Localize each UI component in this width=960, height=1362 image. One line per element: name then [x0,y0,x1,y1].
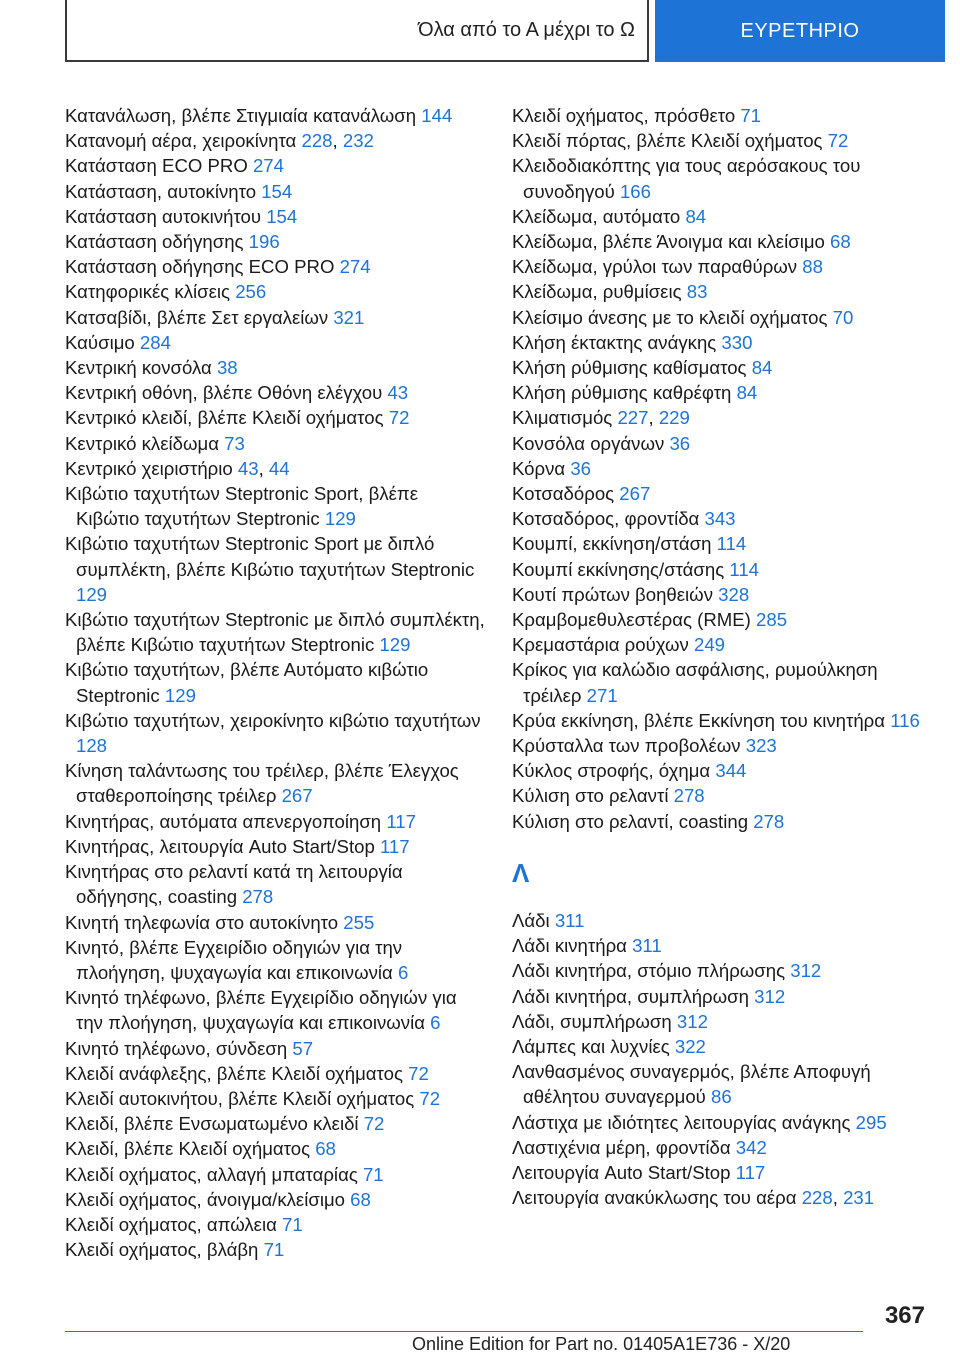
index-entry [65,1061,485,1086]
index-entry-term: Κατανάλωση, βλέπε Στιγμιαία κατανάλωση [65,105,422,126]
index-entry-term: Κλειδί, βλέπε Ενσωματωμένο κλειδί [65,1113,364,1135]
page-reference-link[interactable]: 72 [363,1113,385,1135]
page-reference-link[interactable]: 154 [266,205,298,227]
index-entry [65,1086,485,1111]
index-column-left [65,103,485,1262]
index-entry-term: Κλειδί οχήματος, απώλεια [65,1213,282,1235]
index-entry-term: Κουμπί, εκκίνηση/στάση [512,533,717,555]
index-entry-term: Κλείδωμα, γρύλοι των παραθύρων [512,256,803,278]
index-entry-term: Κατάσταση οδήγησης ECO PRO [65,256,340,278]
index-entry [512,305,932,330]
index-entry [65,481,485,531]
index-entry-term: Κλειδί ανάφλεξης, βλέπε Κλειδί οχήματος [65,1062,409,1084]
header-section-title [65,0,649,62]
index-entry-term: Κεντρικό κλειδί, βλέπε Κλειδί οχήματος [65,407,389,429]
page-reference-link[interactable]: 117 [379,835,410,857]
page-reference-link[interactable]: 311 [554,909,585,931]
page-reference-link[interactable]: 321 [333,306,365,328]
index-entry-term: Κινητή τηλεφωνία στο αυτοκίνητο [65,911,344,933]
index-entry [65,305,485,330]
index-entry-term: Κόρνα [512,457,571,479]
page-reference-link[interactable]: 231 [843,1187,875,1209]
index-entry [512,531,932,556]
index-entry-term: Λάμπες και λυχνίες [512,1035,675,1057]
index-entry-term: Κιβώτιο ταχυτήτων, χειροκίνητο κιβώτιο ταχυτήτων [65,709,481,731]
page-reference-link[interactable]: 116 [890,709,920,731]
page-reference-link[interactable]: 71 [740,105,762,126]
index-entry [512,733,932,758]
index-tab-label: ΕΥΡΕΤΗΡΙΟ [740,19,860,42]
index-entry [65,1136,485,1161]
index-entry [512,1009,932,1034]
page-reference-link[interactable]: 256 [235,281,267,303]
index-entry-term: Κιβώτιο ταχυτήτων Steptronic Sport με διπλό συμπλέκτη, βλέπε Κιβώτιο ταχυτήτων Steptronic [65,533,475,580]
index-entry-term: Κλειδί οχήματος, βλάβη [65,1239,264,1261]
page-reference-link[interactable]: 114 [729,558,760,580]
index-entry [512,933,932,958]
index-entry [512,783,932,808]
index-entry-term: Κεντρική κονσόλα [65,357,217,379]
index-entry [512,557,932,582]
index-entry-term: Κρύα εκκίνηση, βλέπε Εκκίνηση του κινητήρα [512,709,891,731]
index-entry-term: Κλιματισμός [512,407,618,429]
index-entry-term: Κύλιση στο ρελαντί, coasting [512,810,754,832]
index-entry [65,355,485,380]
index-entry-term: Καύσιμο [65,331,140,353]
index-entry [65,708,485,758]
index-entry-term: Κατσαβίδι, βλέπε Σετ εργαλείων [65,306,334,328]
index-entry-term: Λάδι [512,909,555,931]
index-entry-term: Λαστιχένια μέρη, φροντίδα [512,1136,736,1158]
index-entry [512,1034,932,1059]
index-entry [65,657,485,707]
index-entry [65,607,485,657]
index-entry [65,1036,485,1061]
page-reference-link[interactable]: 83 [686,281,708,303]
index-entry-term: Λειτουργία ανακύκλωσης του αέρα [512,1187,802,1209]
page-reference-link[interactable]: 328 [718,583,750,605]
index-entry-term: Κλείδωμα, ρυθμίσεις [512,281,687,303]
page-reference-link[interactable]: 72 [827,130,849,152]
index-entry-term: Κατάσταση αυτοκινήτου [65,205,267,227]
index-entry-term: Κοτσαδόρος, φροντίδα [512,508,705,530]
index-entry-term: Κίνηση ταλάντωσης του τρέιλερ, βλέπε Έλεγχος σταθεροποίησης τρέιλερ [65,760,459,807]
index-entry [65,229,485,254]
index-entry [512,607,932,632]
index-entry [65,254,485,279]
page-reference-link[interactable]: 71 [282,1213,303,1235]
page-reference-link[interactable]: 70 [832,306,854,328]
index-entry [512,254,932,279]
page-reference-link[interactable]: 117 [386,810,416,832]
page-reference-link[interactable]: 274 [252,155,284,177]
page-reference-link[interactable]: 322 [674,1035,706,1057]
index-entry [65,179,485,204]
index-entry-term: Κρύσταλλα των προβολέων [512,735,746,757]
index-entry-term: Λανθασμένος συναγερμός, βλέπε Αποφυγή αθέλητου συναγερμού [512,1061,871,1108]
index-entry [512,103,932,128]
page-reference-link[interactable]: 228 [301,130,333,152]
index-entry-term: Κλήση έκτακτης ανάγκης [512,331,722,353]
index-entry [65,531,485,607]
page-reference-link[interactable]: 267 [281,785,313,807]
index-entry [512,128,932,153]
index-entry-term: Κύκλος στροφής, όχημα [512,760,716,782]
index-entry-term: Κλειδί, βλέπε Κλειδί οχήματος [65,1138,316,1160]
index-entry [65,809,485,834]
index-entry [65,204,485,229]
page-reference-link[interactable]: 278 [753,810,785,832]
page-reference-link[interactable]: 274 [339,256,371,278]
index-entry [512,582,932,607]
index-entry-term: Λάδι κινητήρα, στόμιο πλήρωσης [512,960,791,982]
index-entry-term: Κατηφορικές κλίσεις [65,281,236,303]
page-reference-link[interactable]: 71 [362,1163,384,1185]
index-entry-term: Κλήση ρύθμισης καθρέφτη [512,382,737,404]
index-entry-term: Κλείδωμα, αυτόματο [512,205,686,227]
page-reference-link[interactable]: 43 [387,382,409,404]
page-reference-link[interactable]: 249 [694,634,726,656]
page-reference-link[interactable]: 271 [586,684,618,706]
page-reference-link[interactable]: 6 [397,961,409,983]
index-entry-term: Κατάσταση ECO PRO [65,155,253,177]
index-entry-term: Κλείσιμο άνεσης με το κλειδί οχήματος [512,306,833,328]
index-entry [512,431,932,456]
index-entry-term: Κραμβομεθυλεστέρας (RME) [512,609,757,631]
index-entry-term: Κουμπί εκκίνησης/στάσης [512,558,730,580]
index-entry [512,456,932,481]
index-entry-term: Κινητήρας, λειτουργία Auto Start/Stop [65,835,380,857]
index-entry-term: Κατάσταση οδήγησης [65,231,249,253]
page-reference-link[interactable]: 84 [685,205,707,227]
index-entry [512,229,932,254]
index-entry-term: Κλείδωμα, βλέπε Άνοιγμα και κλείσιμο [512,231,831,253]
index-tab[interactable] [655,0,945,62]
index-entry-term: Κουτί πρώτων βοηθειών [512,583,719,605]
index-entry [512,279,932,304]
index-entry [512,1110,932,1135]
index-entry [65,910,485,935]
index-entry-term: Κλειδί αυτοκινήτου, βλέπε Κλειδί οχήματος [65,1087,420,1109]
index-entry [65,935,485,985]
index-entry [512,153,932,203]
page-reference-link[interactable]: 312 [676,1010,708,1032]
page-reference-link[interactable]: 312 [754,985,786,1007]
index-entry [512,657,932,707]
page-reference-link[interactable]: 129 [164,684,196,706]
page-reference-link[interactable]: 267 [619,483,651,505]
page-reference-link[interactable]: 344 [715,760,747,782]
index-entry-term: Κατάσταση, αυτοκίνητο [65,180,262,202]
page-reference-link[interactable]: 144 [421,105,453,126]
page-reference-link[interactable]: 343 [704,508,736,530]
index-entry-term: Κεντρικό κλείδωμα [65,432,225,454]
page-reference-link[interactable]: 285 [756,609,788,631]
footer-edition: Online Edition for Part no. 01405A1E736 - X/20 [412,1334,791,1354]
index-entry-term: Κινητήρας στο ρελαντί κατά τη λειτουργία οδήγησης, coasting [65,861,403,908]
index-entry-term: Κεντρικό χειριστήριο [65,457,238,479]
index-entry-term: Κλειδί οχήματος, αλλαγή μπαταρίας [65,1163,363,1185]
page-reference-link[interactable]: 114 [716,533,747,555]
index-entry [512,1059,932,1109]
index-entry-term: Λάδι κινητήρα, συμπλήρωση [512,985,755,1007]
page-reference-link[interactable]: 84 [751,357,773,379]
index-entry [512,380,932,405]
index-entry-term: Κιβώτιο ταχυτήτων Steptronic Sport, βλέπε Κιβώτιο ταχυτήτων Steptronic [65,483,419,530]
section-title-text: Όλα από το Α μέχρι το Ω [418,18,635,41]
index-entry [65,859,485,909]
index-entry-term: Κινητήρας, αυτόματα απενεργοποίηση [65,810,387,832]
page-reference-link[interactable]: 72 [408,1062,429,1084]
index-entry-term: Κλειδί οχήματος, άνοιγμα/κλείσιμο [65,1188,351,1210]
page-reference-link[interactable]: 166 [619,180,651,202]
index-entry [65,1187,485,1212]
index-group-k [512,103,932,834]
index-entry-term: Κινητό τηλέφωνο, σύνδεση [65,1037,293,1059]
index-entry-term: Κύλιση στο ρελαντί [512,785,674,807]
index-entry-term: Κεντρική οθόνη, βλέπε Οθόνη ελέγχου [65,382,388,404]
section-letter-heading: Λ [512,857,530,888]
index-entry [65,834,485,859]
index-entry-term: Λειτουργία Auto Start/Stop [512,1161,736,1183]
index-entry-term: Κλήση ρύθμισης καθίσματος [512,357,752,379]
page-reference-link[interactable]: 278 [242,886,274,908]
page-reference-link[interactable]: 129 [324,508,356,530]
index-entry [65,758,485,808]
index-entry [65,1162,485,1187]
page-reference-link[interactable]: 43 [237,457,259,479]
page-reference-link[interactable]: 36 [669,432,691,454]
page-reference-link[interactable]: 255 [343,911,375,933]
page-reference-link[interactable]: 311 [632,935,662,957]
index-entry [512,481,932,506]
index-entry [65,405,485,430]
page-reference-link[interactable]: 323 [745,735,777,757]
index-entry [65,380,485,405]
page-number: 367 [884,1302,925,1329]
index-group-l [512,908,932,1210]
index-entry [512,984,932,1009]
index-entry [512,809,932,834]
index-entry [512,506,932,531]
index-entry-term: Κρεμαστάρια ρούχων [512,634,694,656]
page-reference-link[interactable]: 330 [721,331,753,353]
page-reference-link[interactable]: 84 [736,382,758,404]
index-entry: Κατανομή αέρα, χειροκίνητα 228, 232 [65,130,374,152]
page-reference-link[interactable]: 312 [790,960,822,982]
index-entry [65,1237,485,1262]
index-entry [512,204,932,229]
page-reference-link[interactable]: 295 [855,1111,887,1133]
index-entry-term: Λάδι κινητήρα [512,935,633,957]
index-entry [512,330,932,355]
index-entry-term: Κονσόλα οργάνων [512,432,670,454]
index-entry-term: Κλειδοδιακόπτης για τους αερόσακους του συνοδηγού [512,155,861,202]
page-reference-link[interactable]: 36 [570,457,591,479]
index-entry-term: Κλειδί πόρτας, βλέπε Κλειδί οχήματος [512,130,828,152]
index-entry [512,632,932,657]
page-reference-link[interactable]: 227 [617,407,649,429]
index-entry-term: Κιβώτιο ταχυτήτων, βλέπε Αυτόματο κιβώτιο Steptronic [65,659,429,706]
index-entry-term: Λάδι, συμπλήρωση [512,1010,677,1032]
page-reference-link[interactable]: 68 [315,1138,336,1160]
index-entry: Κεντρικό χειριστήριο 43, 44 [65,457,290,479]
index-column-right [512,103,932,1210]
index-entry-term: Κατανομή αέρα, χειροκίνητα [65,130,302,152]
index-entry [65,431,485,456]
page-reference-link[interactable]: 232 [342,130,374,152]
index-entry [65,103,485,128]
page-reference-link[interactable]: 278 [673,785,705,807]
index-entry [65,1111,485,1136]
page-reference-link[interactable]: 284 [139,331,171,353]
index-entry [512,1135,932,1160]
index-entry [512,708,932,733]
index-entry [65,279,485,304]
page-reference-link[interactable]: 73 [224,432,245,454]
index-entry-term: Κινητό τηλέφωνο, βλέπε Εγχειρίδιο οδηγιών για την πλοήγηση, ψυχαγωγία και επικοινωνία [65,987,457,1034]
index-entry: Κλιματισμός 227, 229 [512,407,690,429]
page-reference-link[interactable]: 154 [261,180,293,202]
page-reference-link[interactable]: 72 [388,407,410,429]
index-entry: Λειτουργία ανακύκλωσης του αέρα 228, 231 [512,1187,875,1209]
index-entry-term: Κρίκος για καλώδιο ασφάλισης, ρυμούλκηση τρέιλερ [512,659,878,706]
page-reference-link[interactable]: 44 [268,457,290,479]
page-reference-link[interactable]: 68 [830,231,851,253]
page-reference-link[interactable]: 228 [801,1187,833,1209]
page-reference-link[interactable]: 71 [263,1239,285,1261]
index-entry [65,330,485,355]
page-reference-link[interactable]: 68 [350,1188,371,1210]
page-reference-link[interactable]: 342 [735,1136,767,1158]
index-entry-term: Κοτσαδόρος [512,483,620,505]
index-entry [512,355,932,380]
page-reference-link[interactable]: 86 [711,1086,732,1108]
page-reference-link[interactable]: 38 [216,357,238,379]
index-entry-term: Λάστιχα με ιδιότητες λειτουργίας ανάγκης [512,1111,856,1133]
page-reference-link[interactable]: 72 [419,1087,441,1109]
footer-divider [65,1331,863,1332]
page-reference-link[interactable]: 88 [802,256,823,278]
index-entry [512,908,932,933]
index-entry [65,153,485,178]
page-reference-link[interactable]: 129 [76,583,108,605]
page-reference-link[interactable]: 117 [735,1161,766,1183]
page-reference-link[interactable]: 196 [248,231,280,253]
index-entry-term: Κινητό, βλέπε Εγχειρίδιο οδηγιών για την πλοήγηση, ψυχαγωγία και επικοινωνία [65,936,403,983]
page-reference-link[interactable]: 129 [379,634,411,656]
index-entry-term: Κιβώτιο ταχυτήτων Steptronic με διπλό συμπλέκτη, βλέπε Κιβώτιο ταχυτήτων Steptronic [65,609,485,656]
page-reference-link[interactable]: 229 [658,407,690,429]
page-reference-link[interactable]: 128 [76,735,108,757]
index-entry [512,958,932,983]
index-entry [65,1212,485,1237]
page-reference-link[interactable]: 6 [430,1012,441,1034]
index-entry-term: Κλειδί οχήματος, πρόσθετο [512,105,741,126]
page-reference-link[interactable]: 57 [292,1037,314,1059]
index-entry [512,758,932,783]
index-entry [512,1160,932,1185]
index-entry [65,985,485,1035]
